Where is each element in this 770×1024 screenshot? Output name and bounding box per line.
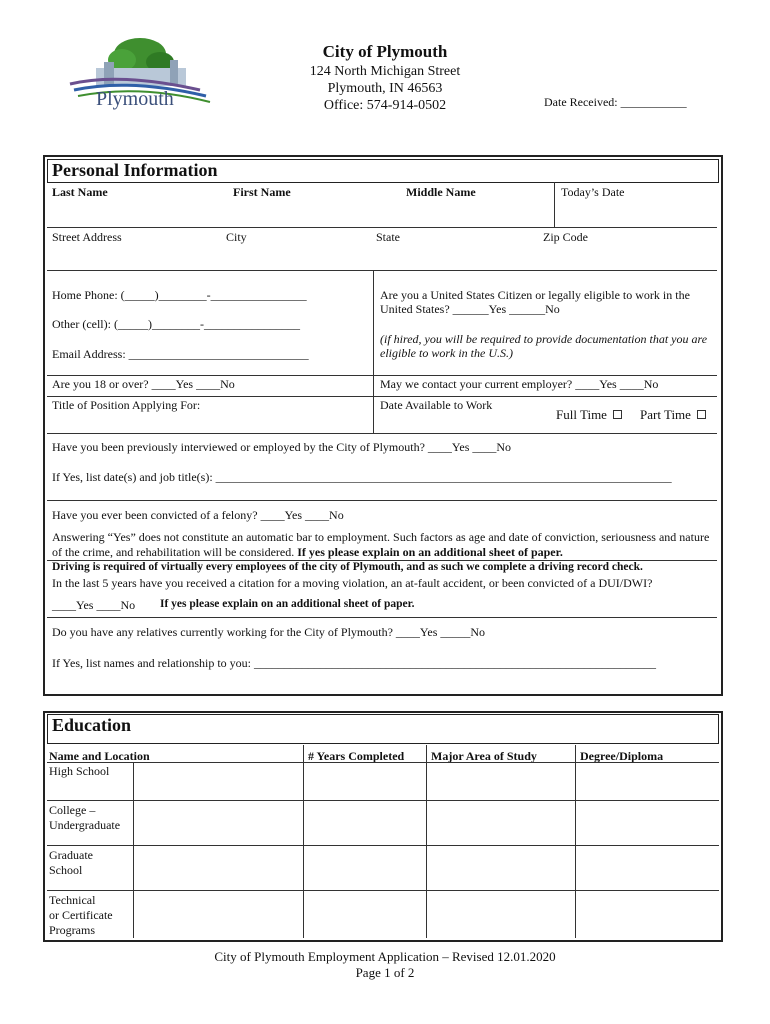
- email-field[interactable]: Email Address: ______________________________: [52, 347, 309, 361]
- citation-answer[interactable]: ____Yes ____No: [52, 598, 136, 612]
- divider: [47, 227, 717, 228]
- education-title-bar: [47, 714, 719, 744]
- felony-note: [52, 530, 714, 560]
- divider: [47, 800, 719, 801]
- education-section: [43, 711, 723, 942]
- row-label: Programs: [49, 923, 95, 937]
- other-cell-field[interactable]: Other (cell): (_____)________-________________: [52, 317, 300, 331]
- citizen-question[interactable]: Are you a United States Citizen or legally eligible to work in the United States? ______Yes ______No: [380, 288, 690, 316]
- home-phone-field[interactable]: Home Phone: (_____)________-________________: [52, 288, 307, 302]
- street-address-label: Street Address: [52, 230, 122, 244]
- felony-note-text: Answering “Yes” does not constitute an automatic bar to employment. Such factors as age and date of conviction, seriousness and nature of the crime, and rehabilitation will be considered.: [52, 530, 710, 559]
- checkbox-icon[interactable]: [613, 410, 622, 419]
- divider: [47, 375, 717, 376]
- row-label: School: [49, 863, 83, 877]
- divider: [373, 270, 374, 397]
- age-question[interactable]: Are you 18 or over? ____Yes ____No: [52, 377, 235, 391]
- row-label: Undergraduate: [49, 818, 121, 832]
- relatives-question[interactable]: Do you have any relatives currently working for the City of Plymouth? ____Yes _____No: [52, 625, 486, 639]
- divider: [47, 500, 717, 501]
- middle-name-label: Middle Name: [406, 185, 476, 199]
- prev-interviewed-list[interactable]: If Yes, list date(s) and job title(s): ____________________________________________________________________________: [52, 470, 672, 484]
- divider: [47, 845, 719, 846]
- prev-interviewed-question[interactable]: Have you been previously interviewed or employed by the City of Plymouth? ____Yes ____No: [52, 440, 512, 454]
- col-years-completed: # Years Completed: [308, 749, 405, 763]
- divider: [133, 762, 134, 938]
- full-time-label: Full Time: [556, 407, 607, 422]
- citation-explain: If yes please explain on an additional sheet of paper.: [160, 598, 415, 610]
- divider: [47, 890, 719, 891]
- divider: [47, 396, 717, 397]
- city-label: City: [226, 230, 247, 244]
- citizen-note: (if hired, you will be required to provide documentation that you are eligible to work in the U.S.): [380, 332, 708, 360]
- date-received-field[interactable]: Date Received: ___________: [544, 95, 687, 109]
- col-name-location: Name and Location: [49, 749, 150, 763]
- felony-note-bold: If yes please explain on an additional sheet of paper.: [297, 545, 563, 559]
- education-row-high-school[interactable]: [49, 764, 109, 779]
- part-time-label: Part Time: [640, 407, 691, 422]
- logo-text: Plymouth: [96, 88, 174, 110]
- checkbox-icon[interactable]: [697, 410, 706, 419]
- divider: [575, 745, 576, 938]
- address-line2: Plymouth, IN 46563: [327, 81, 443, 96]
- row-label: College –: [49, 803, 96, 817]
- col-major-area: Major Area of Study: [431, 749, 537, 763]
- personal-info-title: Personal Information: [52, 160, 218, 180]
- zip-label: Zip Code: [543, 230, 588, 244]
- state-label: State: [376, 230, 400, 244]
- divider: [303, 745, 304, 938]
- divider: [426, 745, 427, 938]
- position-title-label: Title of Position Applying For:: [52, 398, 201, 412]
- office-phone: Office: 574-914-0502: [323, 98, 447, 113]
- education-row-technical[interactable]: [49, 893, 113, 938]
- part-time-option[interactable]: [640, 407, 706, 423]
- divider: [373, 396, 374, 433]
- education-title: Education: [52, 715, 132, 735]
- col-degree-diploma: Degree/Diploma: [580, 749, 664, 763]
- divider: [554, 182, 555, 227]
- row-label: Technical: [49, 893, 96, 907]
- row-label: Graduate: [49, 848, 93, 862]
- divider: [47, 762, 719, 763]
- full-time-option[interactable]: [556, 407, 622, 423]
- last-name-label: Last Name: [52, 185, 108, 199]
- divider: [47, 617, 717, 618]
- relatives-list[interactable]: If Yes, list names and relationship to you: ___________________________________________________________________: [52, 656, 656, 670]
- row-label: or Certificate: [49, 908, 113, 922]
- first-name-label: First Name: [233, 185, 291, 199]
- divider: [47, 433, 717, 434]
- todays-date-label: Today’s Date: [561, 185, 625, 199]
- divider: [47, 270, 717, 271]
- education-row-graduate[interactable]: [49, 848, 93, 878]
- address-line1: 124 North Michigan Street: [309, 64, 461, 79]
- city-name: City of Plymouth: [322, 42, 448, 61]
- driving-requirement: Driving is required of virtually every employees of the city of Plymouth, and as such we complete a driving record check.: [52, 561, 643, 573]
- date-available-label: Date Available to Work: [380, 398, 493, 412]
- felony-question[interactable]: Have you ever been convicted of a felony? ____Yes ____No: [52, 508, 344, 522]
- row-label: High School: [49, 764, 110, 778]
- education-row-college[interactable]: [49, 803, 120, 833]
- contact-employer-question[interactable]: May we contact your current employer? ____Yes ____No: [380, 377, 659, 391]
- citation-question: In the last 5 years have you received a citation for a moving violation, an at-fault accident, or been convicted of a DUI/DWI?: [52, 576, 653, 590]
- footer-page-number: Page 1 of 2: [355, 965, 415, 980]
- footer-revision: City of Plymouth Employment Application – Revised 12.01.2020: [214, 949, 556, 964]
